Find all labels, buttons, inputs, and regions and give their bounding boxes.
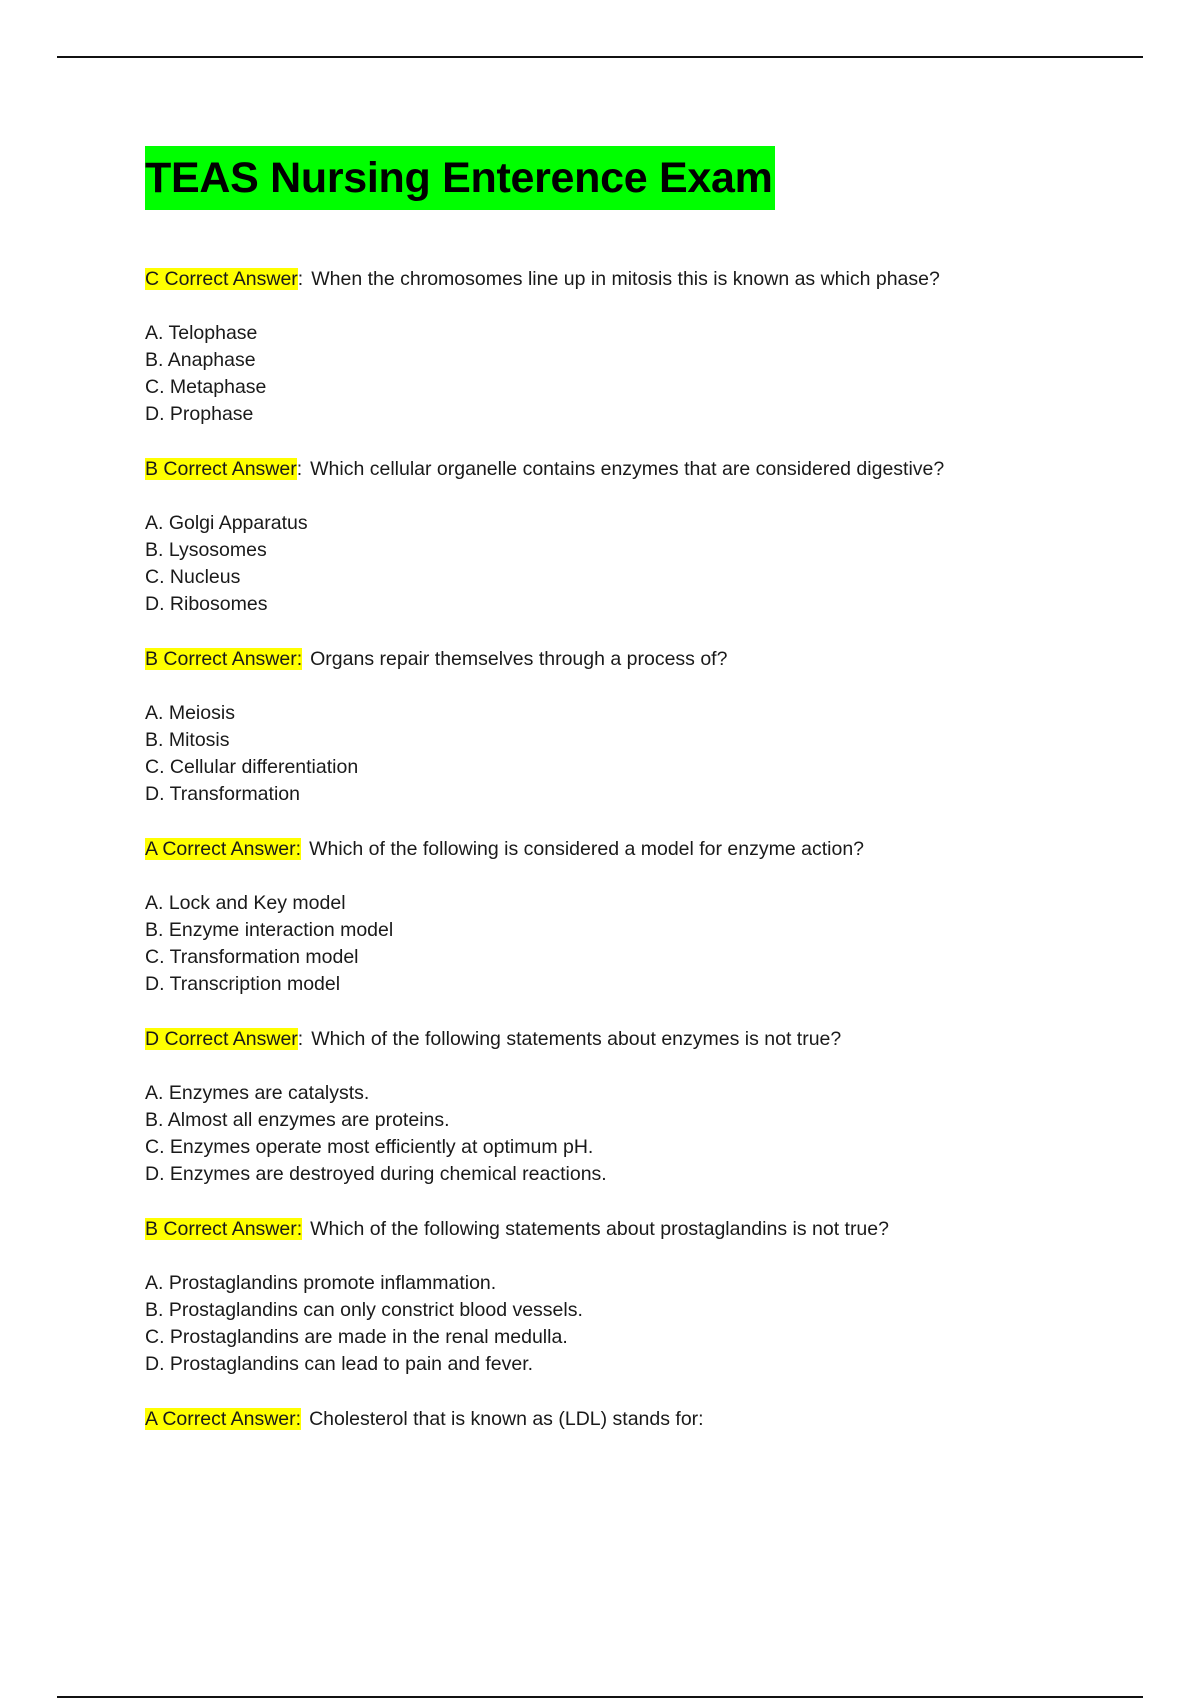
option: C. Transformation model bbox=[145, 946, 359, 968]
question-line bbox=[145, 456, 1145, 482]
option: C. Enzymes operate most efficiently at optimum pH. bbox=[145, 1136, 594, 1158]
correct-answer-tag: A Correct Answer: bbox=[145, 838, 302, 860]
option: D. Prostaglandins can lead to pain and fever. bbox=[145, 1353, 534, 1375]
correct-answer-tag: B Correct Answer: bbox=[145, 648, 303, 670]
question-line bbox=[145, 1406, 1145, 1432]
option: A. Prostaglandins promote inflammation. bbox=[145, 1272, 497, 1294]
option: C. Prostaglandins are made in the renal medulla. bbox=[145, 1326, 568, 1348]
option: D. Enzymes are destroyed during chemical reactions. bbox=[145, 1163, 607, 1185]
option: A. Golgi Apparatus bbox=[145, 512, 308, 534]
document-body bbox=[145, 146, 1145, 1430]
question-block bbox=[145, 1406, 1145, 1432]
option-list bbox=[145, 700, 1145, 808]
correct-answer-tag: B Correct Answer bbox=[145, 458, 297, 480]
question-text: Which of the following statements about enzymes is not true? bbox=[311, 1028, 842, 1050]
question-line bbox=[145, 1026, 1145, 1052]
option: A. Lock and Key model bbox=[145, 892, 346, 914]
question-text: Which cellular organelle contains enzymes that are considered digestive? bbox=[310, 458, 945, 480]
question-text: Cholesterol that is known as (LDL) stands for: bbox=[309, 1408, 704, 1430]
option: B. Mitosis bbox=[145, 729, 230, 751]
answer-separator: : bbox=[296, 458, 303, 480]
option-list bbox=[145, 1080, 1145, 1188]
footer-rule bbox=[57, 1696, 1143, 1698]
question-block bbox=[145, 1216, 1145, 1378]
correct-answer-tag: B Correct Answer: bbox=[145, 1218, 303, 1240]
option: D. Prophase bbox=[145, 403, 254, 425]
option: A. Meiosis bbox=[145, 702, 235, 724]
option: B. Prostaglandins can only constrict blood vessels. bbox=[145, 1299, 583, 1321]
option-list bbox=[145, 320, 1145, 428]
answer-separator: : bbox=[297, 268, 304, 290]
question-line bbox=[145, 1216, 1145, 1242]
option: B. Anaphase bbox=[145, 349, 256, 371]
question-text: Which of the following is considered a model for enzyme action? bbox=[309, 838, 865, 860]
option: D. Ribosomes bbox=[145, 593, 268, 615]
header-rule bbox=[57, 56, 1143, 58]
question-line bbox=[145, 836, 1145, 862]
question-block bbox=[145, 836, 1145, 998]
option: A. Enzymes are catalysts. bbox=[145, 1082, 370, 1104]
option: C. Metaphase bbox=[145, 376, 267, 398]
question-text: When the chromosomes line up in mitosis this is known as which phase? bbox=[311, 268, 940, 290]
answer-separator: : bbox=[297, 1028, 304, 1050]
question-text: Which of the following statements about prostaglandins is not true? bbox=[310, 1218, 889, 1240]
question-text: Organs repair themselves through a process of? bbox=[310, 648, 728, 670]
option-list bbox=[145, 1270, 1145, 1378]
document-title: TEAS Nursing Enterence Exam bbox=[145, 146, 775, 210]
option: D. Transformation bbox=[145, 783, 300, 805]
option: B. Enzyme interaction model bbox=[145, 919, 394, 941]
option: D. Transcription model bbox=[145, 973, 341, 995]
correct-answer-tag: C Correct Answer bbox=[145, 268, 298, 290]
question-block bbox=[145, 266, 1145, 428]
question-block bbox=[145, 1026, 1145, 1188]
option: C. Cellular differentiation bbox=[145, 756, 359, 778]
correct-answer-tag: A Correct Answer: bbox=[145, 1408, 302, 1430]
option-list bbox=[145, 890, 1145, 998]
option: C. Nucleus bbox=[145, 566, 241, 588]
question-line bbox=[145, 266, 1145, 292]
question-block bbox=[145, 646, 1145, 808]
option: B. Almost all enzymes are proteins. bbox=[145, 1109, 450, 1131]
correct-answer-tag: D Correct Answer bbox=[145, 1028, 298, 1050]
question-line bbox=[145, 646, 1145, 672]
option: B. Lysosomes bbox=[145, 539, 267, 561]
option: A. Telophase bbox=[145, 322, 258, 344]
question-block bbox=[145, 456, 1145, 618]
option-list bbox=[145, 510, 1145, 618]
